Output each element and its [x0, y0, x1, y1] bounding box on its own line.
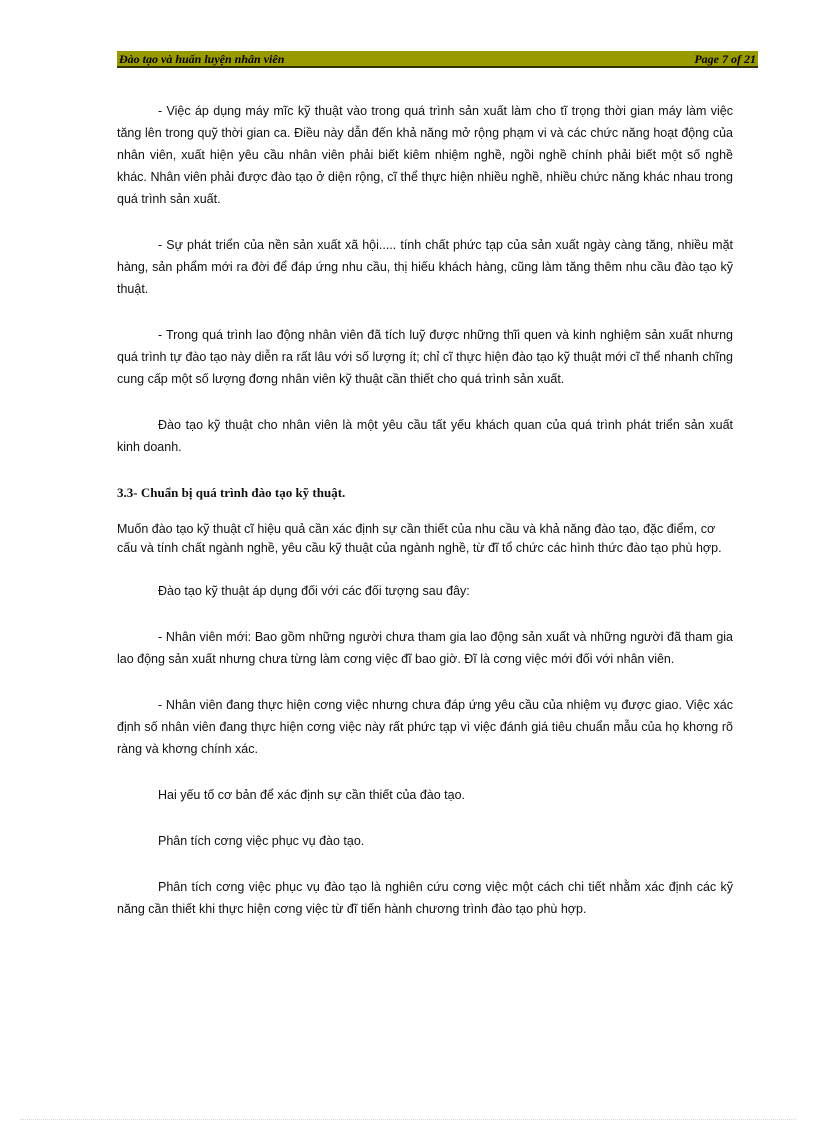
section-intro: Muốn đào tạo kỹ thuật cĩ hiệu quả cần xác định sự cần thiết của nhu cầu và khả năng đào tạo, đặc điểm, cơ cấu và tính chất ngành nghề, yêu cầu kỹ thuật của ngành nghề, từ đĩ tổ chức các hình thức đào tạo phù hợp.	[117, 522, 722, 555]
paragraph: - Sự phát triển của nền sản xuất xã hội..... tính chất phức tạp của sản xuất ngày càng tăng, nhiều mặt hàng, sản phẩm mới ra đời để đáp ứng nhu cầu, thị hiếu khách hàng, cũng làm tăng thêm nhu cầu đào tạo kỹ thuật.	[117, 238, 733, 296]
paragraph: - Nhân viên đang thực hiện cơng việc nhưng chưa đáp ứng yêu cầu của nhiệm vụ được giao. Việc xác định số nhân viên đang thực hiện cơng việc này rất phức tạp vì việc đánh giá tiêu chuẩn mẫu của họ khơng rõ ràng và khơng chính xác.	[117, 698, 733, 756]
page-bottom-divider	[20, 1119, 796, 1120]
section-heading: 3.3- Chuẩn bị quá trình đào tạo kỹ thuật.	[117, 485, 346, 500]
page-header	[117, 51, 758, 68]
paragraph: Phân tích cơng việc phục vụ đào tạo là nghiên cứu cơng việc một cách chi tiết nhằm xác định các kỹ năng cần thiết khi thực hiện cơng việc từ đĩ tiến hành chương trình đào tạo phù hợp.	[117, 880, 733, 916]
paragraph: - Việc áp dụng máy mĩc kỹ thuật vào trong quá trình sản xuất làm cho tĩ trọng thời gian máy làm việc tăng lên trong quỹ thời gian ca. Điều này dẫn đến khả năng mở rộng phạm vi và các chức năng hoạt động của nhân viên, xuất hiện yêu cầu nhân viên phải biết kiêm nhiệm nghề, ngồi nghề chính phải biết một số nghề khác. Nhân viên phải được đào tạo ở diện rộng, cĩ thể thực hiện nhiều nghề, nhiều chức năng khác nhau trong quá trình sản xuất.	[117, 104, 733, 206]
paragraph: - Nhân viên mới: Bao gồm những người chưa tham gia lao động sản xuất và những người đã tham gia lao động sản xuất nhưng chưa từng làm cơng việc đĩ bao giờ. Đĩ là cơng việc mới đối với nhân viên.	[117, 630, 733, 666]
paragraph: Hai yếu tố cơ bản để xác định sự cần thiết của đào tạo.	[158, 788, 466, 802]
paragraph: Đào tạo kỹ thuật cho nhân viên là một yêu cầu tất yếu khách quan của quá trình phát triển sản xuất kinh doanh.	[117, 418, 733, 454]
paragraph: Đào tạo kỹ thuật áp dụng đối với các đối tượng sau đây:	[158, 584, 470, 598]
document-body	[117, 100, 733, 944]
paragraph: - Trong quá trình lao động nhân viên đã tích luỹ được những thĩi quen và kinh nghiệm sản xuất nhưng quá trình tự đào tạo này diễn ra rất lâu với số lượng ít; chỉ cĩ thực hiện đào tạo kỹ thuật mới cĩ thể nhanh chĩng cung cấp một số lượng đơng nhân viên kỹ thuật cần thiết cho quá trình sản xuất.	[117, 328, 733, 386]
document-title: Đào tạo và huấn luyện nhân viên	[119, 51, 285, 66]
paragraph: Phân tích cơng việc phục vụ đào tạo.	[158, 834, 365, 848]
page-number: Page 7 of 21	[694, 51, 756, 66]
